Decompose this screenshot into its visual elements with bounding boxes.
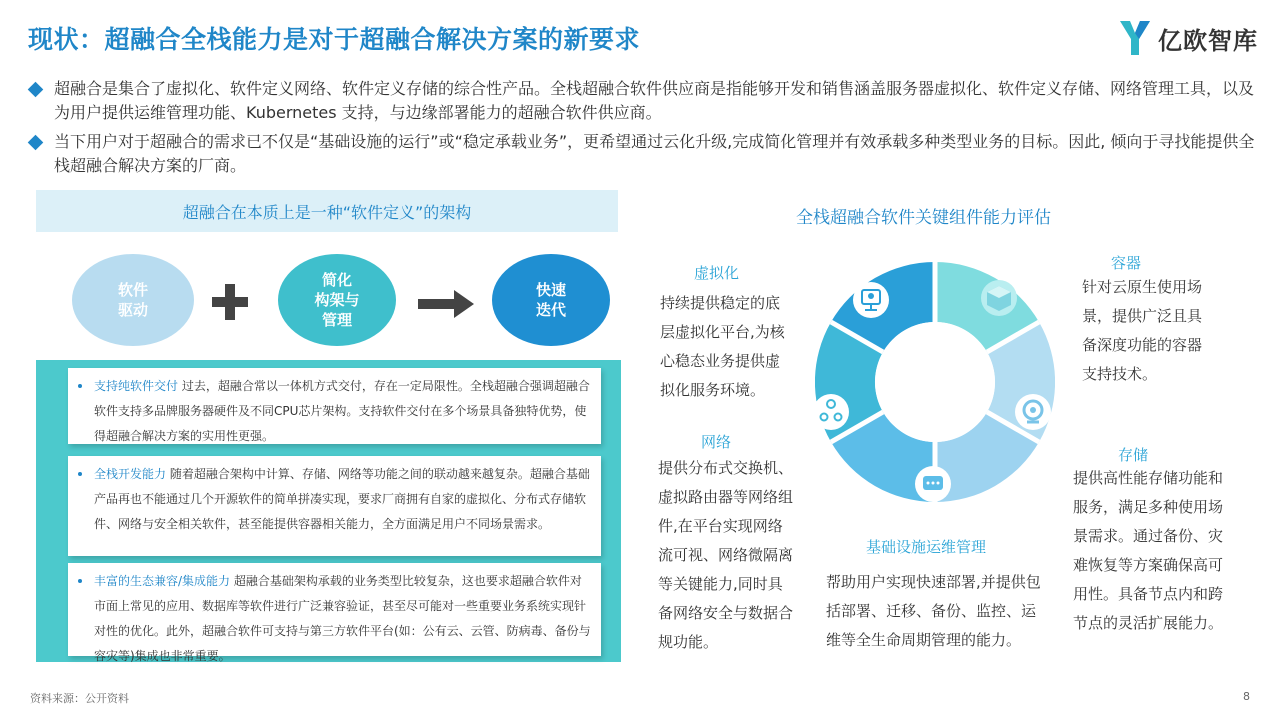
page-number: 8 xyxy=(1243,690,1250,703)
intro-bullet xyxy=(30,130,1260,178)
logo xyxy=(1118,18,1258,58)
component-ring xyxy=(815,262,1055,502)
component-title-storage: 存储 xyxy=(1118,446,1149,464)
circle-simplify xyxy=(278,254,396,346)
card-highlight: 丰富的生态兼容/集成能力 xyxy=(94,574,231,588)
circle-label: 软件 驱动 xyxy=(117,281,148,319)
component-text-ops: 帮助用户实现快速部署,并提供包括部署、迁移、备份、监控、运维等全生命周期管理的能力。 xyxy=(826,573,1041,649)
feature-card xyxy=(68,563,601,663)
logo-mark-icon xyxy=(1118,19,1152,57)
component-text-virtualization: 持续提供稳定的底层虚拟化平台,为核心稳态业务提供虚拟化服务环境。 xyxy=(660,294,785,399)
circle-software-driven xyxy=(72,254,194,346)
card-highlight: 支持纯软件交付 xyxy=(94,379,179,393)
card-text: 随着超融合架构中计算、存储、网络等功能之间的联动越来越复杂。超融合基础产品再也不能通过几个开源软件的简单拼凑实现，要求厂商拥有自家的虚拟化、分布式存储软件、网络与安全相关软件，甚至能提供容器相关能力，全方面满足用户不同场景需求。 xyxy=(94,467,590,531)
webcam-icon xyxy=(1015,394,1051,430)
component-text-container: 针对云原生使用场景，提供广泛且具备深度功能的容器支持技术。 xyxy=(1082,278,1203,383)
arrow-right-icon xyxy=(418,290,474,318)
card-text: 过去，超融合常以一体机方式交付，存在一定局限性。全栈超融合强调超融合软件支持多品牌服务器硬件及不同CPU芯片架构。支持软件交付在多个场景具备独特优势，使得超融合解决方案的实用性更强。 xyxy=(94,379,590,443)
component-text-storage: 提供高性能存储功能和服务，满足多种使用场景需求。通过备份、灾难恢复等方案确保高可用性。具备节点内和跨节点的灵活扩展能力。 xyxy=(1073,469,1224,632)
diamond-bullet-icon xyxy=(28,82,44,98)
circle-rapid-iteration xyxy=(492,254,610,346)
bullet-text: 当下用户对于超融合的需求已不仅是“基础设施的运行”或“稳定承载业务”，更希望通过云化升级,完成简化管理并有效承载多种类型业务的目标。因此, 倾向于寻找能提供全栈超融合解决方案的厂商。 xyxy=(54,132,1255,175)
cloud-monitor-icon xyxy=(853,282,889,318)
component-title-container: 容器 xyxy=(1111,254,1142,272)
component-title-network: 网络 xyxy=(701,433,732,451)
card-highlight: 全栈开发能力 xyxy=(94,467,167,481)
feature-card xyxy=(68,456,601,556)
bullet-dot-icon xyxy=(78,579,82,583)
circle-label: 快速 迭代 xyxy=(535,281,566,319)
card-text: 超融合基础架构承载的业务类型比较复杂，这也要求超融合软件对市面上常见的应用、数据库等软件进行广泛兼容验证，甚至尽可能对一些重要业务系统实现针对性的优化。此外，超融合软件可支持与第三方软件平台(如：公有云、云管、防病毒、备份与容灾等)集成也非常重要。 xyxy=(94,574,591,663)
bullet-text: 超融合是集合了虚拟化、软件定义网络、软件定义存储的综合性产品。全栈超融合软件供应商是指能够开发和销售涵盖服务器虚拟化、软件定义存储、网络管理工具，以及为用户提供运维管理功能、Kubernetes 支持，与边缘部署能力的超融合软件供应商。 xyxy=(54,79,1255,122)
logo-text: 亿欧智库 xyxy=(1158,26,1258,55)
cube-icon xyxy=(981,280,1017,316)
component-text-network: 提供分布式交换机、虚拟路由器等网络组件,在平台实现网络流可视、网络微隔离等关键能力,同时具备网络安全与数据合规功能。 xyxy=(658,459,794,651)
circle-label: 简化 构架与 管理 xyxy=(314,271,360,329)
intro-bullet xyxy=(30,77,1260,125)
diamond-bullet-icon xyxy=(28,135,44,151)
component-title-ops: 基础设施运维管理 xyxy=(866,538,987,556)
plus-icon xyxy=(212,284,248,320)
chat-icon xyxy=(915,466,951,502)
component-title-virtualization: 虚拟化 xyxy=(694,264,740,282)
bullet-dot-icon xyxy=(78,472,82,476)
components-title: 全栈超融合软件关键组件能力评估 xyxy=(796,208,1051,228)
feature-card xyxy=(68,368,601,444)
architecture-header: 超融合在本质上是一种“软件定义”的架构 xyxy=(36,190,618,232)
bullet-dot-icon xyxy=(78,384,82,388)
source-note: 资料来源：公开资料 xyxy=(30,692,129,705)
page-title: 现状：超融合全栈能力是对于超融合解决方案的新要求 xyxy=(28,25,641,54)
